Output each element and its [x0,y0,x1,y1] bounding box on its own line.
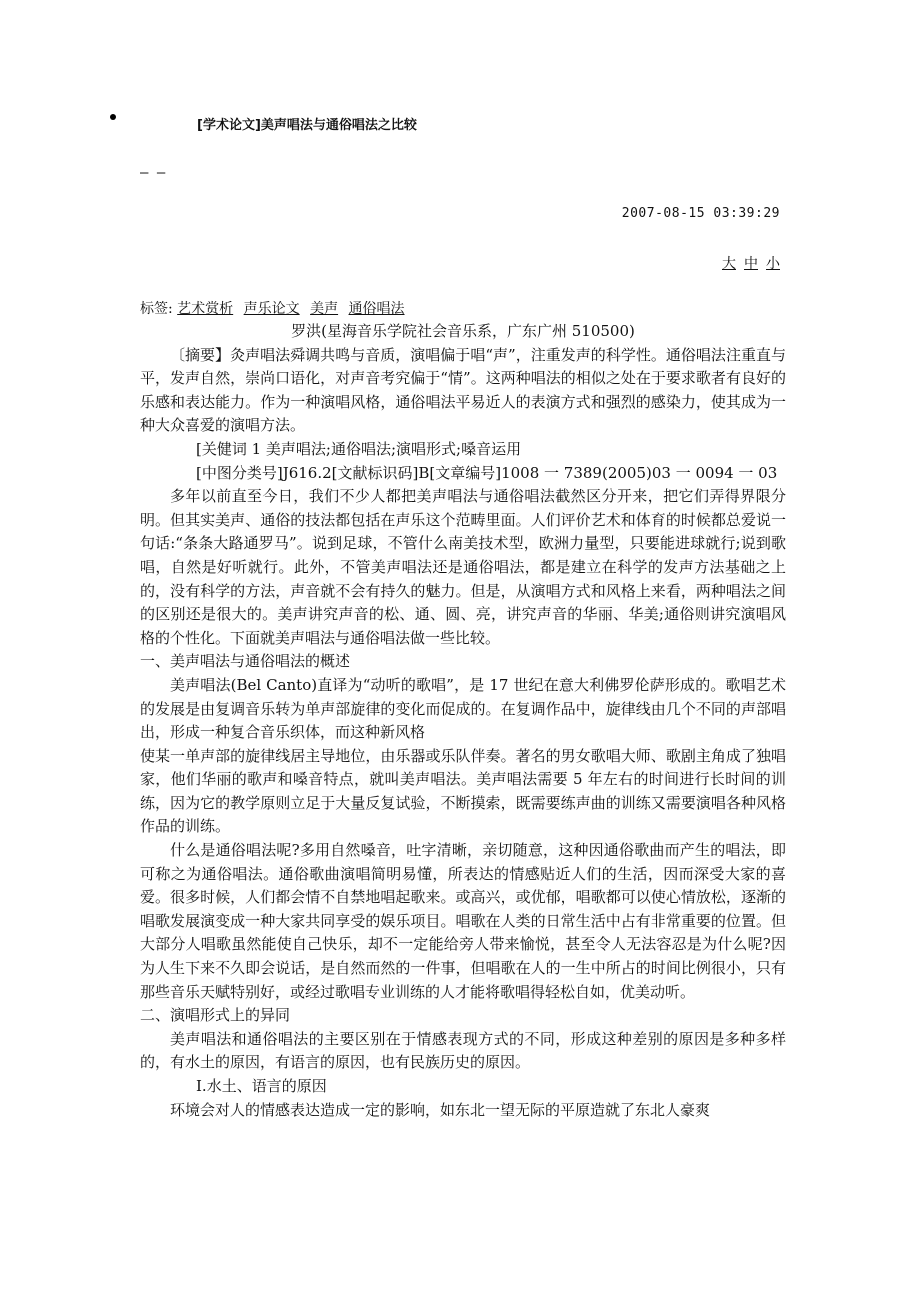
tag-link[interactable]: 美声 [310,301,339,317]
font-size-small-link[interactable]: 小 [766,256,780,272]
tag-link[interactable]: 艺术赏析 [177,301,234,317]
paragraph: 美声唱法(Bel Canto)直译为“动听的歌唱”，是 17 世纪在意大利佛罗伦萨形成的。歌唱艺术的发展是由复调音乐转为单声部旋律的变化而促成的。在复调作品中，旋律线由几个不同的声部唱出，形成一种复合音乐织体，而这种新风格 [140,675,786,742]
abstract-paragraph: 〔摘要】灸声唱法舜调共鸣与音质，演唱偏于唱“声”，注重发声的科学性。通俗唱法注重直与平，发声自然，崇尚口语化，对声音考究偏于“情”。这两种唱法的相似之处在于要求歌者有良好的乐感和表达能力。作为一种演唱风格，通俗唱法平易近人的表演方式和强烈的感染力，使其成为一种大众喜爱的演唱方法。 [140,345,786,435]
tag-link[interactable]: 声乐论文 [243,301,300,317]
tags-label: 标签: [140,301,173,317]
font-size-switcher [714,253,780,273]
font-size-medium-link[interactable]: 中 [744,256,758,272]
subsection-heading: I.水土、语言的原因 [196,1077,327,1095]
paragraph: 什么是通俗唱法呢?多用自然嗓音，吐字清晰，亲切随意，这种因通俗歌曲而产生的唱法，即可称之为通俗唱法。通俗歌曲演唱简明易懂，所表达的情感贴近人们的生活，因而深受大家的喜爱。很多时候，人们都会情不自禁地唱起歌来。或高兴，或优郁，唱歌都可以使心情放松，逐渐的唱歌发展演变成一种大家共同享受的娱乐项目。唱歌在人类的日常生活中占有非常重要的位置。但大部分人唱歌虽然能使自己快乐，却不一定能给旁人带来愉悦，甚至令人无法容忍是为什么呢?因为人生下来不久即会说话，是自然而然的一件事，但唱歌在人的一生中所占的时间比例很小，只有那些音乐天赋特别好，或经过歌唱专业训练的人才能将歌唱得轻松自如，优美动听。 [140,841,786,1001]
paragraph: 美声唱法和通俗唱法的主要区别在于情感表现方式的不同，形成这种差别的原因是多种多样的，有水土的原因，有语言的原因，也有民族历史的原因。 [140,1029,786,1072]
intro-paragraph: 多年以前直至今日，我们不少人都把美声唱法与通俗唱法截然区分开来，把它们弄得界限分明。但其实美声、通俗的技法都包括在声乐这个范畴里面。人们评价艺术和体育的时候都总爱说一句话:“条条大路通罗马”。说到足球，不管什么南美技术型，欧洲力量型，只要能进球就行;说到歌唱，自然是好听就行。此外，不管美声唱法还是通俗唱法，都是建立在科学的发声方法基础之上的，没有科学的方法，声音就不会有持久的魅力。但是，从演唱方式和风格上来看，两种唱法之间的区别还是很大的。美声讲究声音的松、通、圆、亮，讲究声音的华丽、华美;通俗则讲究演唱风格的个性化。下面就美声唱法与通俗唱法做一些比较。 [140,487,786,647]
font-size-large-link[interactable]: 大 [722,256,736,272]
keywords-line: [关健词 1 美声唱法;通俗唱法;演唱形式;嗓音运用 [196,439,522,458]
article-body [140,320,786,1122]
section-heading: 二、演唱形式上的异同 [140,1006,291,1025]
classification-line: [中图分类号]J616.2[文献标识码]B[文章编号]1008 一 7389(2005)03 一 0094 一 03 [196,463,778,482]
section-heading: 一、美声唱法与通俗唱法的概述 [140,652,351,671]
tag-link[interactable]: 通俗唱法 [348,301,405,317]
paragraph: 环境会对人的情感表达造成一定的影响，如东北一望无际的平原造就了东北人豪爽 [170,1100,711,1119]
paragraph: 使某一单声部的旋律线居主导地位，由乐器或乐队伴奏。著名的男女歌唱大师、歌剧主角成了独唱家，他们华丽的歌声和嗓音特点，就叫美声唱法。美声唱法需要 5 年左右的时间进行长时间的训练，因为它的教学原则立足于大量反复试验，不断摸索，既需要练声曲的训练又需要演唱各种风格作品的训练。 [140,746,786,836]
list-bullet [110,114,116,120]
timestamp: 2007-08-15 03:39:29 [621,206,780,221]
separator-dash: — — [140,165,166,181]
tags-row [140,298,411,318]
article-title: [学术论文]美声唱法与通俗唱法之比较 [197,118,417,133]
author-line: 罗洪(星海音乐学院社会音乐系，广东广州 510500) [291,322,635,340]
